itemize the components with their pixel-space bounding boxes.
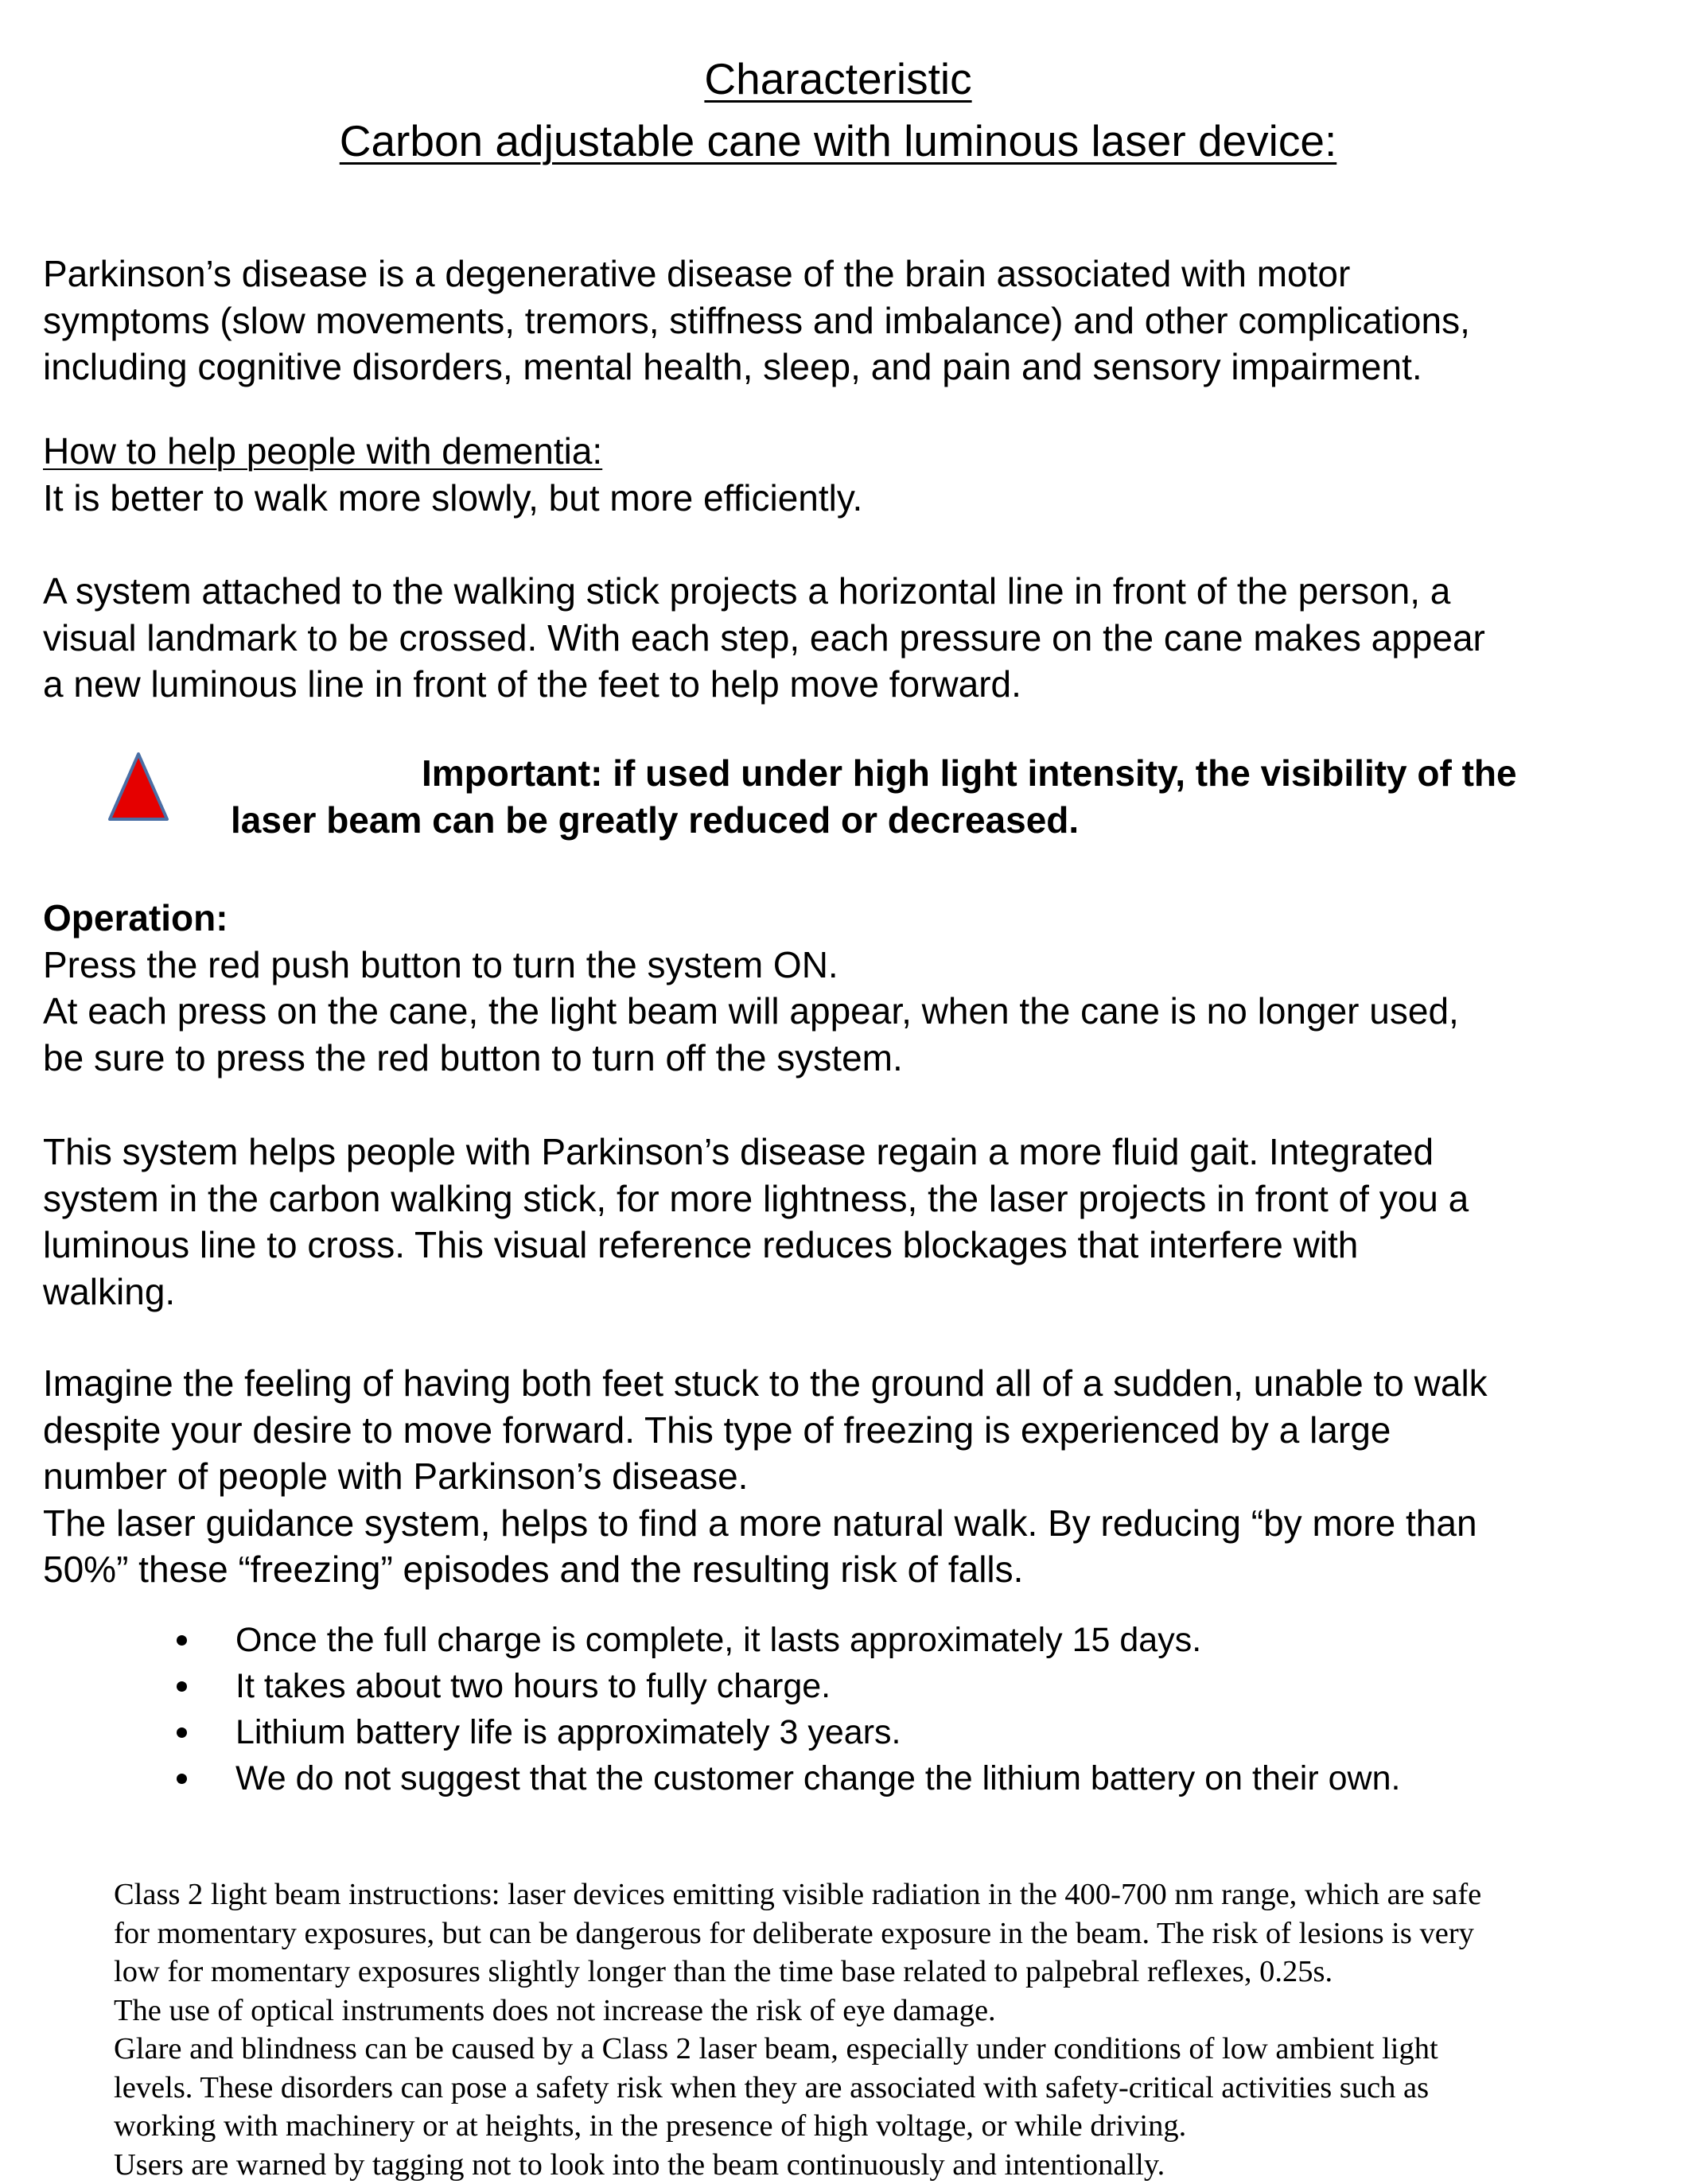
operation-line: At each press on the cane, the light beam will appear, when the cane is no longer used, bbox=[43, 988, 1666, 1035]
warning-line: laser beam can be greatly reduced or decreased. bbox=[231, 797, 1517, 844]
system-line: a new luminous line in front of the feet to help move forward. bbox=[43, 661, 1666, 708]
operation-line: Press the red push button to turn the system ON. bbox=[43, 942, 1666, 989]
freezing-line: The laser guidance system, helps to find a more natural walk. By reducing “by more than bbox=[43, 1500, 1666, 1547]
intro-line: Parkinson’s disease is a degenerative disease of the brain associated with motor bbox=[43, 251, 1666, 297]
footnote-line: for momentary exposures, but can be dangerous for deliberate exposure in the beam. The risk of lesions is very bbox=[114, 1914, 1689, 1953]
help-heading: How to help people with dementia: bbox=[43, 430, 602, 472]
list-item-text: It takes about two hours to fully charge. bbox=[235, 1667, 831, 1705]
bullet-icon bbox=[177, 1681, 187, 1692]
bullet-icon bbox=[177, 1635, 187, 1646]
freezing-line: number of people with Parkinson’s disease. bbox=[43, 1453, 1666, 1500]
system-line: A system attached to the walking stick projects a horizontal line in front of the person, a bbox=[43, 568, 1666, 615]
benefits-line: This system helps people with Parkinson’s disease regain a more fluid gait. Integrated bbox=[43, 1129, 1666, 1176]
benefits-paragraph bbox=[43, 1129, 1666, 1315]
intro-line: symptoms (slow movements, tremors, stiffness and imbalance) and other complications, bbox=[43, 297, 1666, 344]
list-item bbox=[167, 1709, 1400, 1755]
footnote-line: The use of optical instruments does not increase the risk of eye damage. bbox=[114, 1992, 1689, 2030]
footnote-line: Glare and blindness can be caused by a Class 2 laser beam, especially under conditions of low ambient light bbox=[114, 2030, 1689, 2069]
help-text: It is better to walk more slowly, but more efficiently. bbox=[43, 475, 1666, 522]
freezing-line: Imagine the feeling of having both feet stuck to the ground all of a sudden, unable to walk bbox=[43, 1360, 1666, 1407]
warning-triangle-icon bbox=[107, 751, 170, 822]
footnote-line: Users are warned by tagging not to look into the beam continuously and intentionally. bbox=[114, 2146, 1689, 2184]
title-line-1: Characteristic bbox=[704, 54, 971, 103]
footnote-line: low for momentary exposures slightly longer than the time base related to palpebral reflexes, 0.25s. bbox=[114, 1953, 1689, 1992]
freezing-line: despite your desire to move forward. This type of freezing is experienced by a large bbox=[43, 1407, 1666, 1454]
system-paragraph bbox=[43, 568, 1666, 708]
warning-notice bbox=[231, 750, 1517, 843]
list-item-text: Lithium battery life is approximately 3 years. bbox=[235, 1713, 901, 1751]
benefits-line: luminous line to cross. This visual reference reduces blockages that interfere with bbox=[43, 1222, 1666, 1269]
list-item-text: We do not suggest that the customer change the lithium battery on their own. bbox=[235, 1759, 1400, 1797]
bullet-icon bbox=[177, 1727, 187, 1738]
list-item bbox=[167, 1617, 1400, 1663]
list-item-text: Once the full charge is complete, it lasts approximately 15 days. bbox=[235, 1621, 1201, 1659]
footnote-line: levels. These disorders can pose a safety risk when they are associated with safety-critical activities such as bbox=[114, 2069, 1689, 2108]
operation-section bbox=[43, 895, 1666, 1081]
freezing-paragraph bbox=[43, 1360, 1666, 1593]
benefits-line: system in the carbon walking stick, for more lightness, the laser projects in front of you a bbox=[43, 1176, 1666, 1222]
battery-info-list bbox=[167, 1617, 1400, 1801]
benefits-line: walking. bbox=[43, 1269, 1666, 1315]
operation-line: be sure to press the red button to turn off the system. bbox=[43, 1035, 1666, 1082]
laser-class-footnote bbox=[114, 1875, 1689, 2184]
warning-line: Important: if used under high light intensity, the visibility of the bbox=[231, 750, 1517, 797]
footnote-line: working with machinery or at heights, in the presence of high voltage, or while driving. bbox=[114, 2107, 1689, 2146]
list-item bbox=[167, 1663, 1400, 1709]
operation-heading: Operation: bbox=[43, 895, 1666, 942]
list-item bbox=[167, 1755, 1400, 1801]
page-title bbox=[0, 48, 1676, 172]
freezing-line: 50%” these “freezing” episodes and the resulting risk of falls. bbox=[43, 1546, 1666, 1593]
intro-line: including cognitive disorders, mental health, sleep, and pain and sensory impairment. bbox=[43, 344, 1666, 391]
footnote-line: Class 2 light beam instructions: laser devices emitting visible radiation in the 400-700 nm range, which are safe bbox=[114, 1875, 1689, 1914]
system-line: visual landmark to be crossed. With each step, each pressure on the cane makes appear bbox=[43, 615, 1666, 662]
title-line-2: Carbon adjustable cane with luminous laser device: bbox=[340, 116, 1336, 165]
help-section bbox=[43, 428, 1666, 521]
bullet-icon bbox=[177, 1774, 187, 1784]
intro-paragraph bbox=[43, 251, 1666, 391]
